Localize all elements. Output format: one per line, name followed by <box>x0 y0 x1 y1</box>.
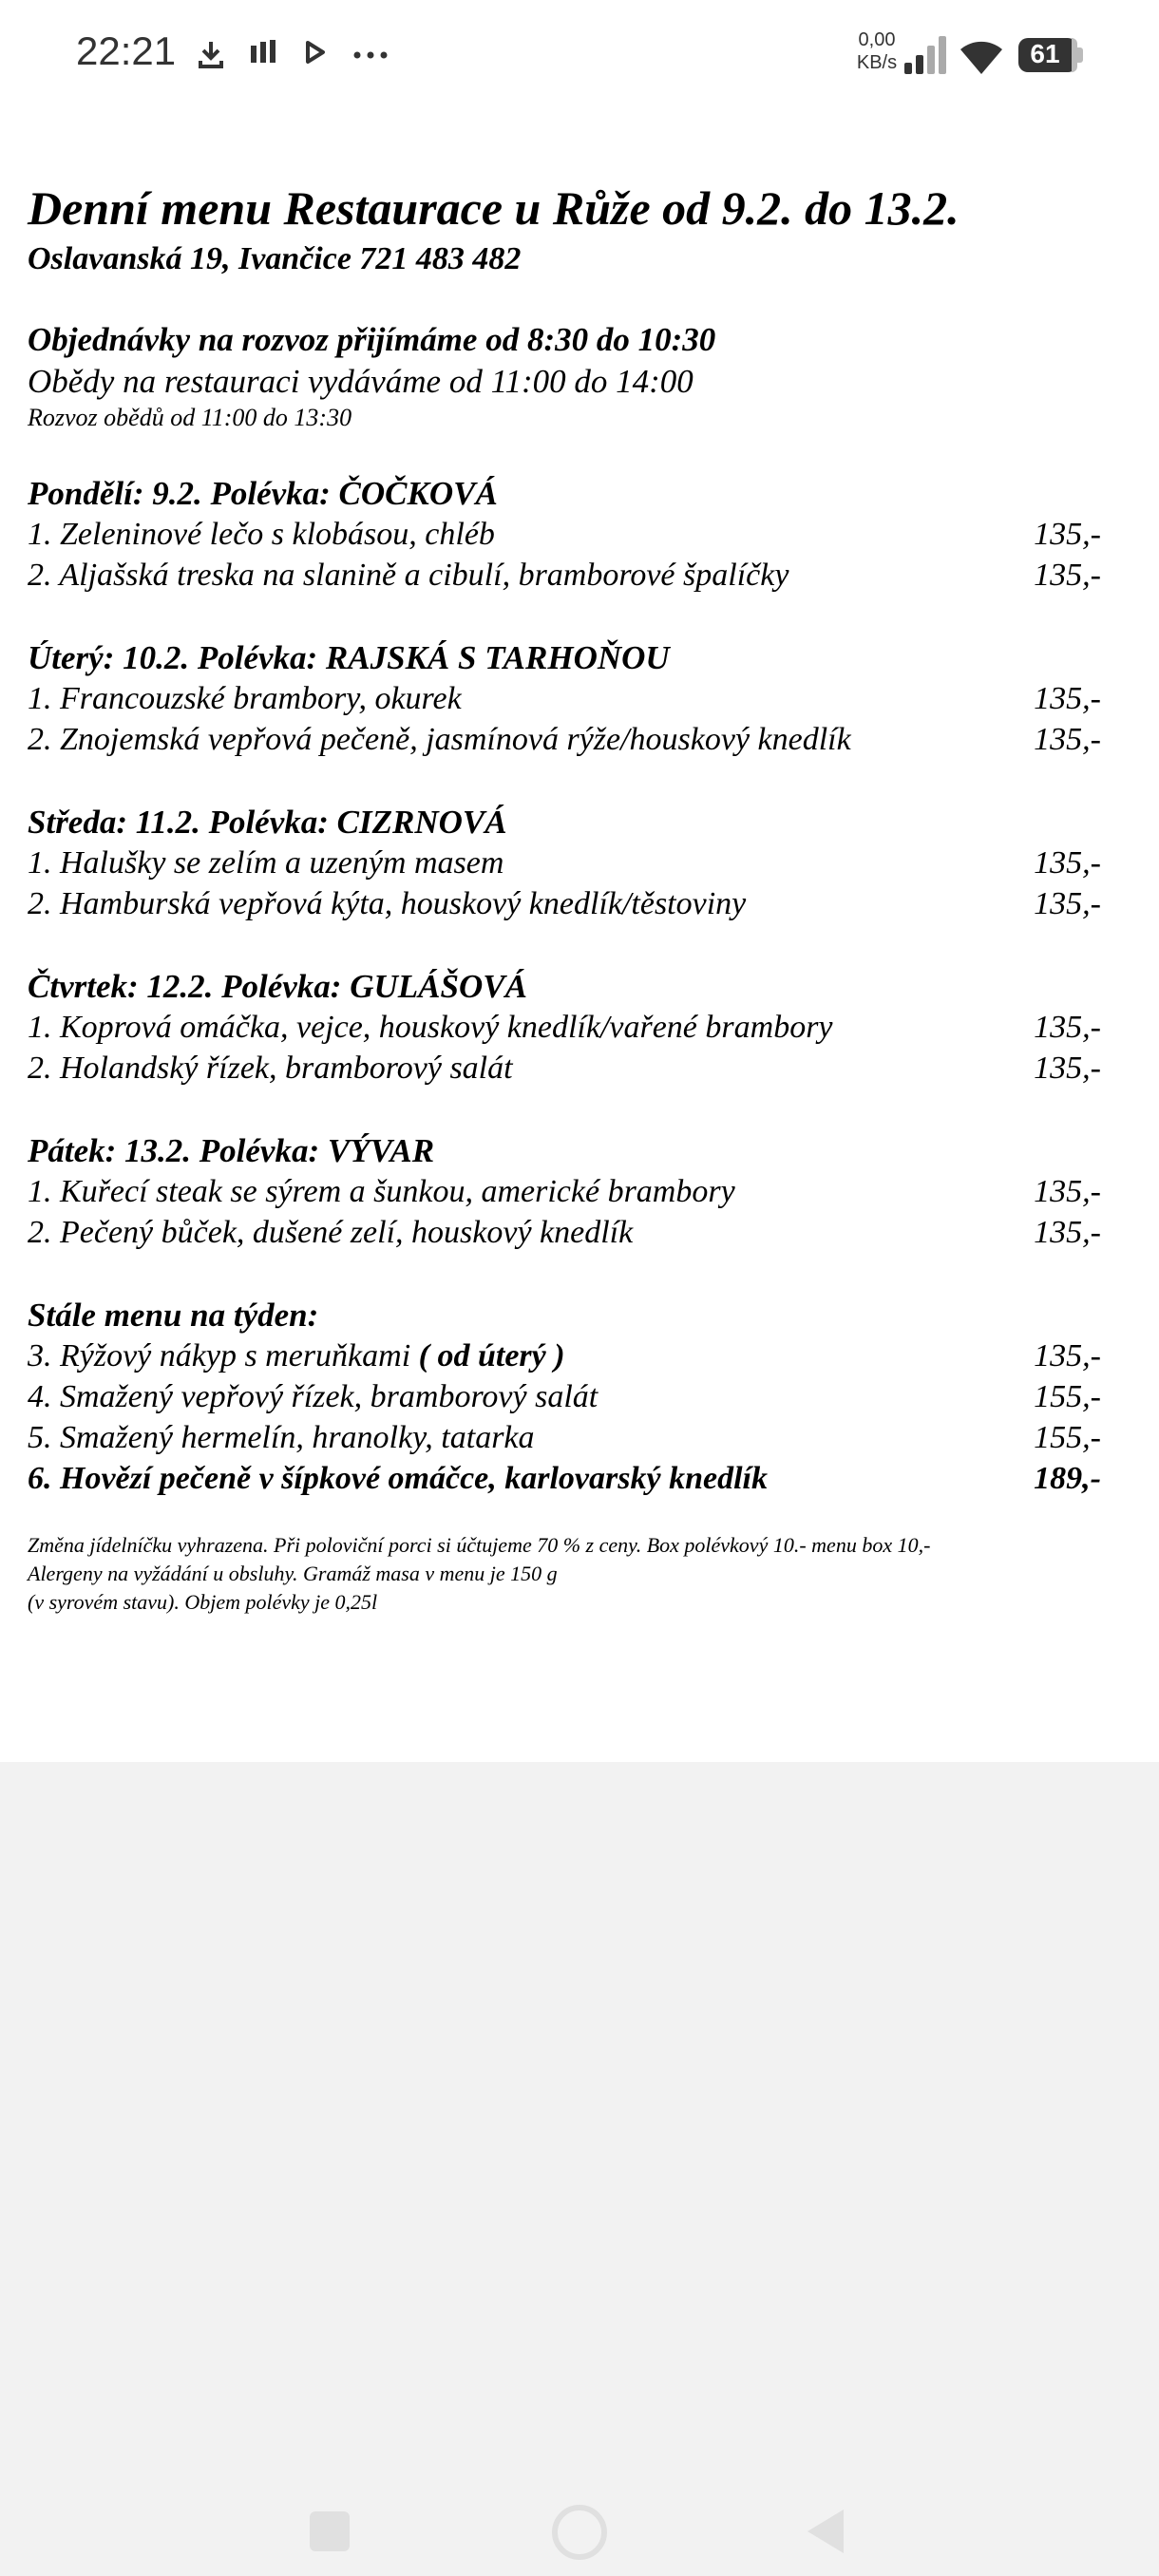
menu-item-price: 135,- <box>1034 1338 1101 1373</box>
network-speed-unit: KB/s <box>856 52 898 73</box>
day-heading-thursday: Čtvrtek: 12.2. Polévka: GULÁŠOVÁ <box>28 968 527 1005</box>
wifi-icon <box>958 36 1005 76</box>
recents-square-icon[interactable] <box>308 2510 352 2553</box>
menu-item-name: 1. Koprová omáčka, vejce, houskový knedlík/vařené brambory <box>28 1010 833 1045</box>
footnote-line: Alergeny na vyžádání u obsluhy. Gramáž masa v menu je 150 g <box>28 1562 558 1585</box>
menu-item-name: 6. Hovězí pečeně v šípkové omáčce, karlovarský knedlík <box>28 1461 768 1496</box>
menu-item-price: 135,- <box>1034 722 1101 757</box>
menu-image <box>0 114 1159 1762</box>
menu-item-name: 5. Smažený hermelín, hranolky, tatarka <box>28 1420 535 1455</box>
battery-level: 61 <box>1030 39 1060 68</box>
menu-item <box>28 1051 1101 1087</box>
menu-item-name: 1. Halušky se zelím a uzeným masem <box>28 845 504 881</box>
menu-item-name: 2. Holandský řízek, bramborový salát <box>28 1051 513 1086</box>
menu-item-price: 155,- <box>1034 1420 1101 1455</box>
weekly-menu-heading: Stále menu na týden: <box>28 1297 319 1334</box>
status-bar <box>0 0 1159 114</box>
menu-item-name: 2. Hamburská vepřová kýta, houskový knedlík/těstoviny <box>28 886 747 921</box>
more-dots-icon <box>352 38 390 66</box>
network-speed-value: 0,00 <box>858 29 896 50</box>
menu-item-price: 135,- <box>1034 1215 1101 1250</box>
bars-icon <box>249 38 277 66</box>
network-speed <box>853 28 901 74</box>
menu-item-name: 1. Francouzské brambory, okurek <box>28 681 462 716</box>
day-heading-wednesday: Středa: 11.2. Polévka: CIZRNOVÁ <box>28 804 507 841</box>
menu-item-price: 135,- <box>1034 886 1101 921</box>
menu-item-price: 135,- <box>1034 558 1101 593</box>
menu-item <box>28 1174 1101 1210</box>
menu-item-price: 135,- <box>1034 517 1101 552</box>
delivery-orders-info: Objednávky na rozvoz přijímáme od 8:30 do 10:30 <box>28 321 716 358</box>
day-heading-monday: Pondělí: 9.2. Polévka: ČOČKOVÁ <box>28 475 498 512</box>
navigation-bar <box>0 2432 1159 2576</box>
menu-item <box>28 1379 1101 1415</box>
menu-item <box>28 886 1101 922</box>
menu-title: Denní menu Restaurace u Růže od 9.2. do 13.2. <box>28 181 960 235</box>
menu-item <box>28 681 1101 717</box>
menu-item <box>28 1461 1101 1497</box>
home-circle-icon[interactable] <box>551 2504 608 2561</box>
restaurant-address: Oslavanská 19, Ivančice 721 483 482 <box>28 241 522 276</box>
menu-item-name: 1. Zeleninové lečo s klobásou, chléb <box>28 517 495 552</box>
menu-item-price: 155,- <box>1034 1379 1101 1414</box>
menu-item-note: ( od úterý ) <box>410 1338 565 1373</box>
menu-item <box>28 558 1101 594</box>
menu-item-name: 3. Rýžový nákyp s meruňkami <box>28 1338 411 1373</box>
lunch-hours-info: Obědy na restauraci vydáváme od 11:00 do 14:00 <box>28 363 694 400</box>
menu-item <box>28 722 1101 758</box>
signal-icon <box>902 34 948 76</box>
battery-icon <box>1018 38 1077 72</box>
menu-item <box>28 517 1101 553</box>
day-heading-friday: Pátek: 13.2. Polévka: VÝVAR <box>28 1132 435 1169</box>
menu-item-name: 2. Pečený bůček, dušené zelí, houskový knedlík <box>28 1215 634 1250</box>
menu-item-price: 135,- <box>1034 1051 1101 1086</box>
back-triangle-icon[interactable] <box>804 2508 847 2555</box>
download-icon <box>196 38 226 70</box>
menu-item-price: 135,- <box>1034 681 1101 716</box>
menu-item <box>28 1010 1101 1046</box>
menu-item-name: 4. Smažený vepřový řízek, bramborový salát <box>28 1379 598 1414</box>
status-time: 22:21 <box>76 28 177 73</box>
menu-item <box>28 845 1101 881</box>
menu-item <box>28 1215 1101 1251</box>
menu-item-price: 135,- <box>1034 845 1101 881</box>
day-heading-tuesday: Úterý: 10.2. Polévka: RAJSKÁ S TARHOŇOU <box>28 639 670 676</box>
menu-item <box>28 1338 1101 1374</box>
menu-item-price: 189,- <box>1034 1461 1101 1496</box>
menu-item-price: 135,- <box>1034 1010 1101 1045</box>
delivery-hours-info: Rozvoz obědů od 11:00 do 13:30 <box>28 404 352 431</box>
menu-item-name: 1. Kuřecí steak se sýrem a šunkou, americké brambory <box>28 1174 735 1209</box>
menu-item-name: 2. Aljašská treska na slanině a cibulí, bramborové špalíčky <box>28 558 789 593</box>
menu-item-name: 2. Znojemská vepřová pečeně, jasmínová rýže/houskový knedlík <box>28 722 851 757</box>
menu-item <box>28 1420 1101 1456</box>
menu-item-price: 135,- <box>1034 1174 1101 1209</box>
play-icon <box>302 38 329 66</box>
footnote-line: (v syrovém stavu). Objem polévky je 0,25l <box>28 1590 378 1614</box>
footnote-line: Změna jídelníčku vyhrazena. Při poloviční porci si účtujeme 70 % z ceny. Box polévkový 10.- menu box 10,- <box>28 1533 931 1557</box>
